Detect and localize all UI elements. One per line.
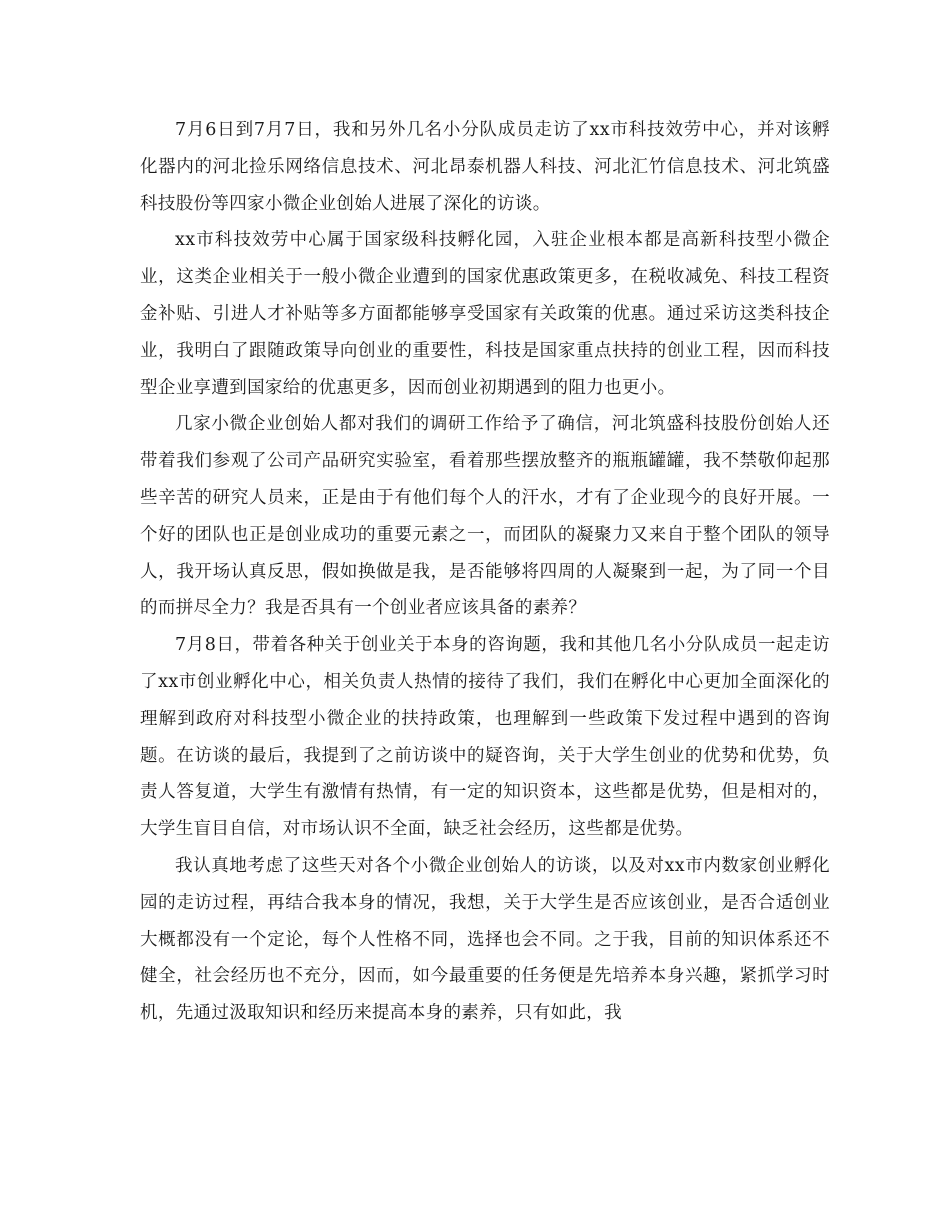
- paragraph-4: 7月8日，带着各种关于创业关于本身的咨询题，我和其他几名小分队成员一起走访了xx市创业孵化中心，相关负责人热情的接待了我们，我们在孵化中心更加全面深化的理解到政府对科技型小微企业的扶持政策，也理解到一些政策下发过程中遇到的咨询题。在访谈的最后，我提到了之前访谈中的疑咨询，关于大学生创业的优势和优势，负责人答复道，大学生有激情有热情，有一定的知识资本，这些都是优势，但是相对的，大学生盲目自信，对市场认识不全面，缺乏社会经历，这些都是优势。: [140, 635, 830, 840]
- paragraph-3: 几家小微企业创始人都对我们的调研工作给予了确信，河北筑盛科技股份创始人还带着我们参观了公司产品研究实验室，看着那些摆放整齐的瓶瓶罐罐，我不禁敬仰起那些辛苦的研究人员来，正是由于有他们每个人的汗水，才有了企业现今的良好开展。一个好的团队也正是创业成功的重要元素之一，而团队的凝聚力又来自于整个团队的领导人，我开场认真反思，假如换做是我，是否能够将四周的人凝聚到一起，为了同一个目的而拼尽全力？我是否具有一个创业者应该具备的素养？: [140, 414, 830, 619]
- paragraph-2: xx市科技效劳中心属于国家级科技孵化园，入驻企业根本都是高新科技型小微企业，这类企业相关于一般小微企业遭到的国家优惠政策更多，在税收减免、科技工程资金补贴、引进人才补贴等多方面都能够享受国家有关政策的优惠。通过采访这类科技企业，我明白了跟随政策导向创业的重要性，科技是国家重点扶持的创业工程，因而科技型企业享遭到国家给的优惠更多，因而创业初期遇到的阻力也更小。: [140, 230, 830, 398]
- document-body: [140, 112, 830, 1032]
- paragraph-5: 我认真地考虑了这些天对各个小微企业创始人的访谈，以及对xx市内数家创业孵化园的走访过程，再结合我本身的情况，我想，关于大学生是否应该创业，是否合适创业大概都没有一个定论，每个人性格不同，选择也会不同。之于我，目前的知识体系还不健全，社会经历也不充分，因而，如今最重要的任务便是先培养本身兴趣，紧抓学习时机，先通过汲取知识和经历来提高本身的素养，只有如此，我: [140, 855, 830, 1024]
- paragraph-1: 7月6日到7月7日，我和另外几名小分队成员走访了xx市科技效劳中心，并对该孵化器内的河北捡乐网络信息技术、河北昂泰机器人科技、河北汇竹信息技术、河北筑盛科技股份等四家小微企业创始人进展了深化的访谈。: [140, 120, 830, 214]
